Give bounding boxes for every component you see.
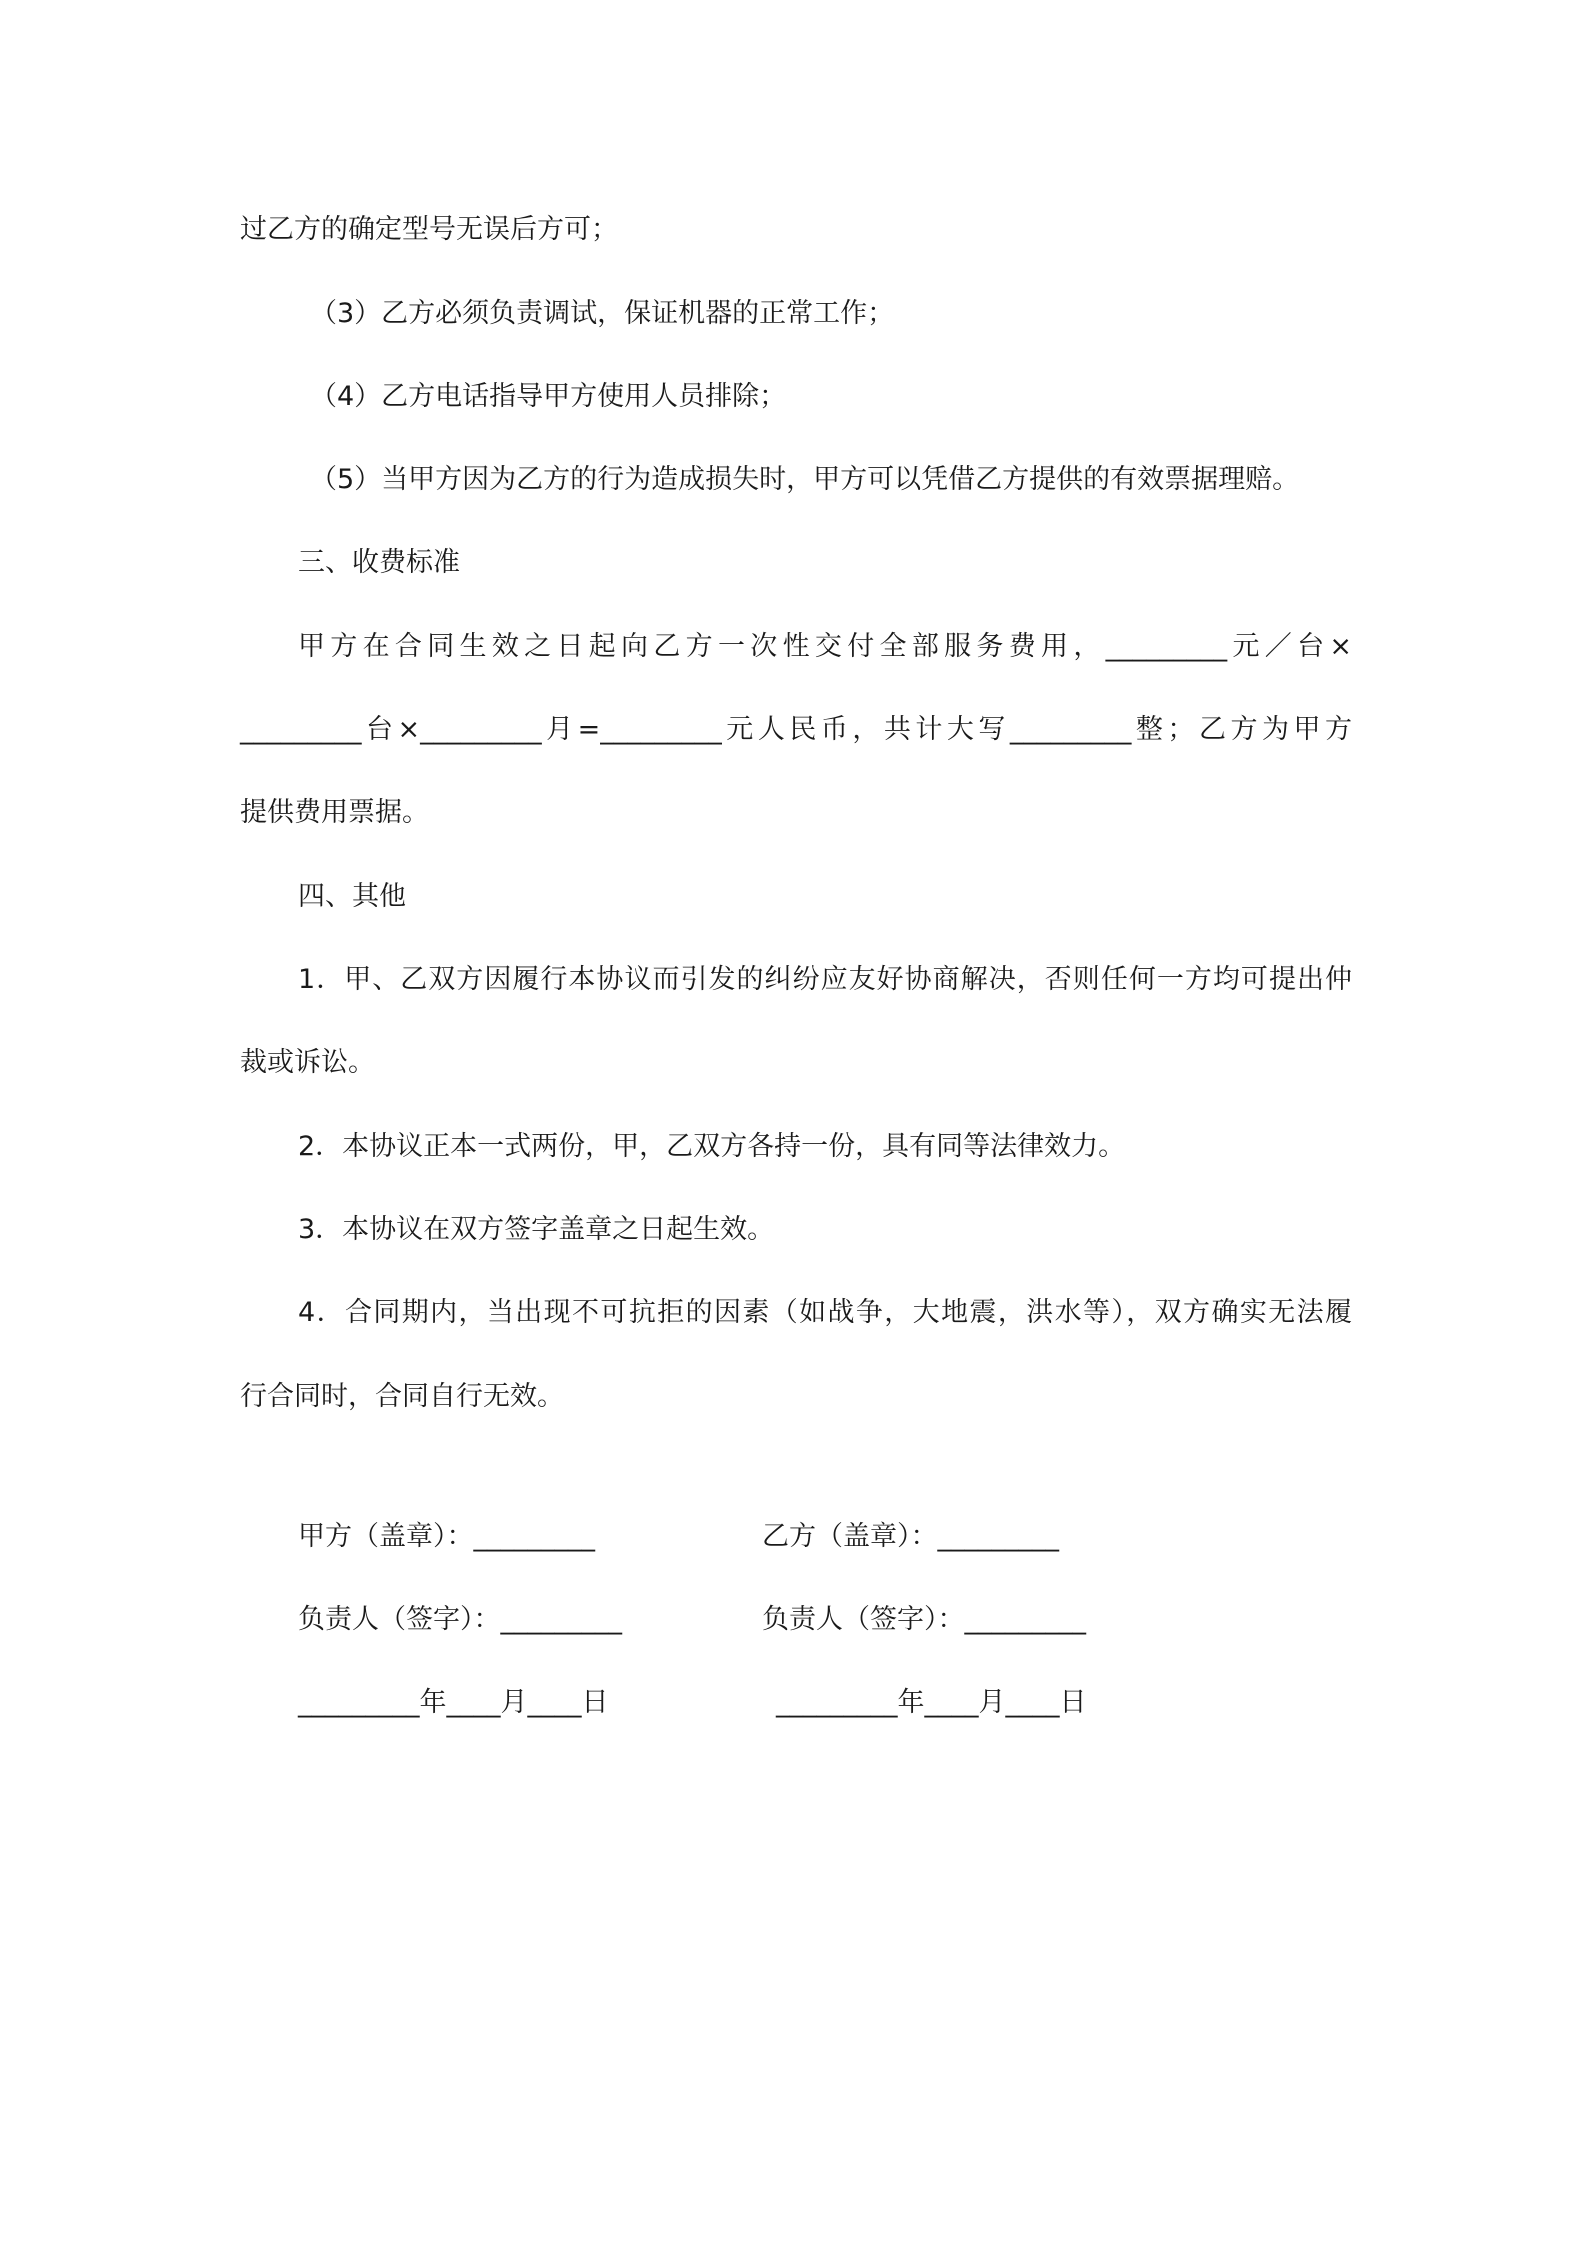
section-heading: 四、其他 bbox=[298, 881, 406, 912]
party-a-date-field: _________年____月____日 bbox=[298, 1687, 609, 1718]
paragraph-line: 行合同时，合同自行无效。 bbox=[240, 1381, 564, 1412]
paragraph-line: 1．甲、乙双方因履行本协议而引发的纠纷应友好协商解决，否则任何一方均可提出仲 bbox=[298, 964, 1352, 995]
party-a-seal-field: 甲方（盖章）：_________ bbox=[298, 1521, 595, 1552]
party-b-date-field: _________年____月____日 bbox=[776, 1687, 1087, 1718]
party-b-seal-field: 乙方（盖章）：_________ bbox=[762, 1521, 1059, 1552]
paragraph-line: 裁或诉讼。 bbox=[240, 1047, 375, 1078]
paragraph-line: （3）乙方必须负责调试，保证机器的正常工作； bbox=[310, 298, 895, 329]
party-a-signer-field: 负责人（签字）：_________ bbox=[298, 1604, 622, 1635]
paragraph-line: 2．本协议正本一式两份，甲，乙双方各持一份，具有同等法律效力。 bbox=[298, 1131, 1126, 1162]
paragraph-line: 4．合同期内，当出现不可抗拒的因素（如战争，大地震，洪水等），双方确实无法履 bbox=[298, 1297, 1352, 1328]
paragraph-line: 过乙方的确定型号无误后方可； bbox=[240, 214, 618, 245]
paragraph-line: _________台×_________月=_________元人民币，共计大写_________整；乙方为甲方 bbox=[240, 714, 1352, 745]
paragraph-line: （5）当甲方因为乙方的行为造成损失时，甲方可以凭借乙方提供的有效票据理赔。 bbox=[310, 464, 1300, 495]
paragraph-line: （4）乙方电话指导甲方使用人员排除； bbox=[310, 381, 787, 412]
paragraph-line: 提供费用票据。 bbox=[240, 797, 429, 828]
party-b-signer-field: 负责人（签字）：_________ bbox=[762, 1604, 1086, 1635]
paragraph-line: 3．本协议在双方签字盖章之日起生效。 bbox=[298, 1214, 775, 1245]
paragraph-line: 甲方在合同生效之日起向乙方一次性交付全部服务费用，_________元／台× bbox=[298, 631, 1352, 662]
section-heading: 三、收费标准 bbox=[298, 547, 460, 578]
